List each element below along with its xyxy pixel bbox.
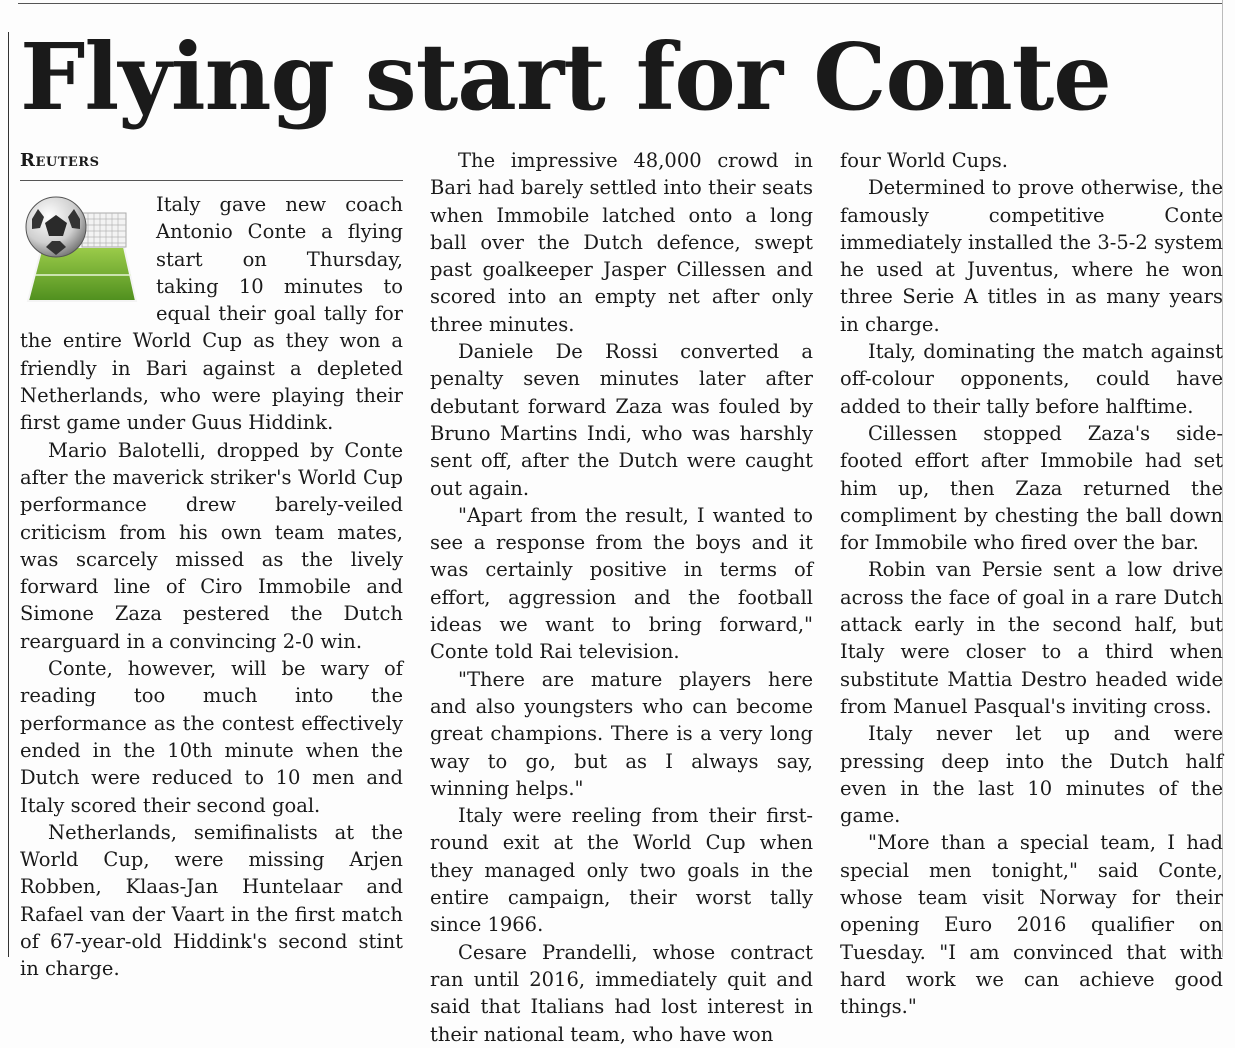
- column-3: [840, 147, 1223, 1021]
- headline: Flying start for Conte: [20, 23, 1111, 131]
- paragraph: The impressive 48,000 crowd in Bari had barely settled into their seats when Immobile latched onto a long ball over the Dutch defence, swept past goalkeeper Jasper Cillessen and scored into an empty net after only three minutes.: [430, 149, 813, 336]
- column-2: [430, 147, 813, 1048]
- paragraph: Conte, however, will be wary of reading too much into the performance as the contest effectively ended in the 10th minute when the Dutch were reduced to 10 men and Italy scored their second goal.: [20, 657, 403, 817]
- paragraph: Netherlands, semifinalists at the World Cup, were missing Arjen Robben, Klaas-Jan Huntelaar and Rafael van der Vaart in the first match of 67-year-old Hiddink's second stint in charge.: [20, 820, 403, 981]
- paragraph: Italy, dominating the match against off-colour opponents, could have added to their tally before halftime.: [840, 340, 1223, 418]
- paragraph: Italy never let up and were pressing deep into the Dutch half even in the last 10 minutes of the game.: [840, 722, 1223, 828]
- column-1: [20, 147, 403, 983]
- paragraph: "There are mature players here and also youngsters who can become great champions. There is a very long way to go, but as I always say, winning helps.": [430, 667, 813, 800]
- top-rule: [18, 3, 1223, 4]
- paragraph-continuation: four World Cups.: [840, 149, 1008, 172]
- left-column-rule: [8, 32, 9, 957]
- paragraph-continued: Cesare Prandelli, whose contract ran until 2016, immediately quit and said that Italians had lost interest in their national team, who have won: [430, 940, 813, 1046]
- paragraph: "More than a special team, I had special men tonight," said Conte, whose team visit Norway for their opening Euro 2016 qualifier on Tuesday. "I am convinced that with hard work we can achieve good things.": [840, 831, 1223, 1019]
- paragraph: Mario Balotelli, dropped by Conte after the maverick striker's World Cup performance drew barely-veiled criticism from his own team mates, was scarcely missed as the lively forward line of Ciro Immobile and Simone Zaza pestered the Dutch rearguard in a convincing 2-0 win.: [20, 438, 403, 653]
- byline: Reuters: [20, 147, 403, 181]
- paragraph: Robin van Persie sent a low drive across the face of goal in a rare Dutch attack early in the second half, but Italy were closer to a third when substitute Mattia Destro headed wide from Manuel Pasqual's inviting cross.: [840, 558, 1223, 718]
- paragraph: Cillessen stopped Zaza's side-footed effort after Immobile had set him up, then Zaza returned the compliment by chesting the ball down for Immobile who fired over the bar.: [840, 421, 1223, 555]
- football-icon: [20, 195, 142, 305]
- paragraph: Italy were reeling from their first-round exit at the World Cup when they managed only two goals in the entire campaign, their worst tally since 1966.: [430, 804, 813, 937]
- paragraph: "Apart from the result, I wanted to see a response from the boys and it was certainly positive in terms of effort, aggression and the football ideas we want to bring forward," Conte told Rai television.: [430, 503, 813, 664]
- paragraph: Italy gave new coach Antonio Conte a flying start on Thursday, taking 10 minutes to equal their goal tally for the entire World Cup as they won a friendly in Bari against a depleted Netherlands, who were playing their first game under Guus Hiddink.: [20, 193, 403, 435]
- paragraph: Daniele De Rossi converted a penalty seven minutes later after debutant forward Zaza was fouled by Bruno Martins Indi, who was harshly sent off, after the Dutch were caught out again.: [430, 340, 813, 500]
- paragraph: Determined to prove otherwise, the famously competitive Conte immediately installed the 3-5-2 system he used at Juventus, where he won three Serie A titles in as many years in charge.: [840, 176, 1223, 336]
